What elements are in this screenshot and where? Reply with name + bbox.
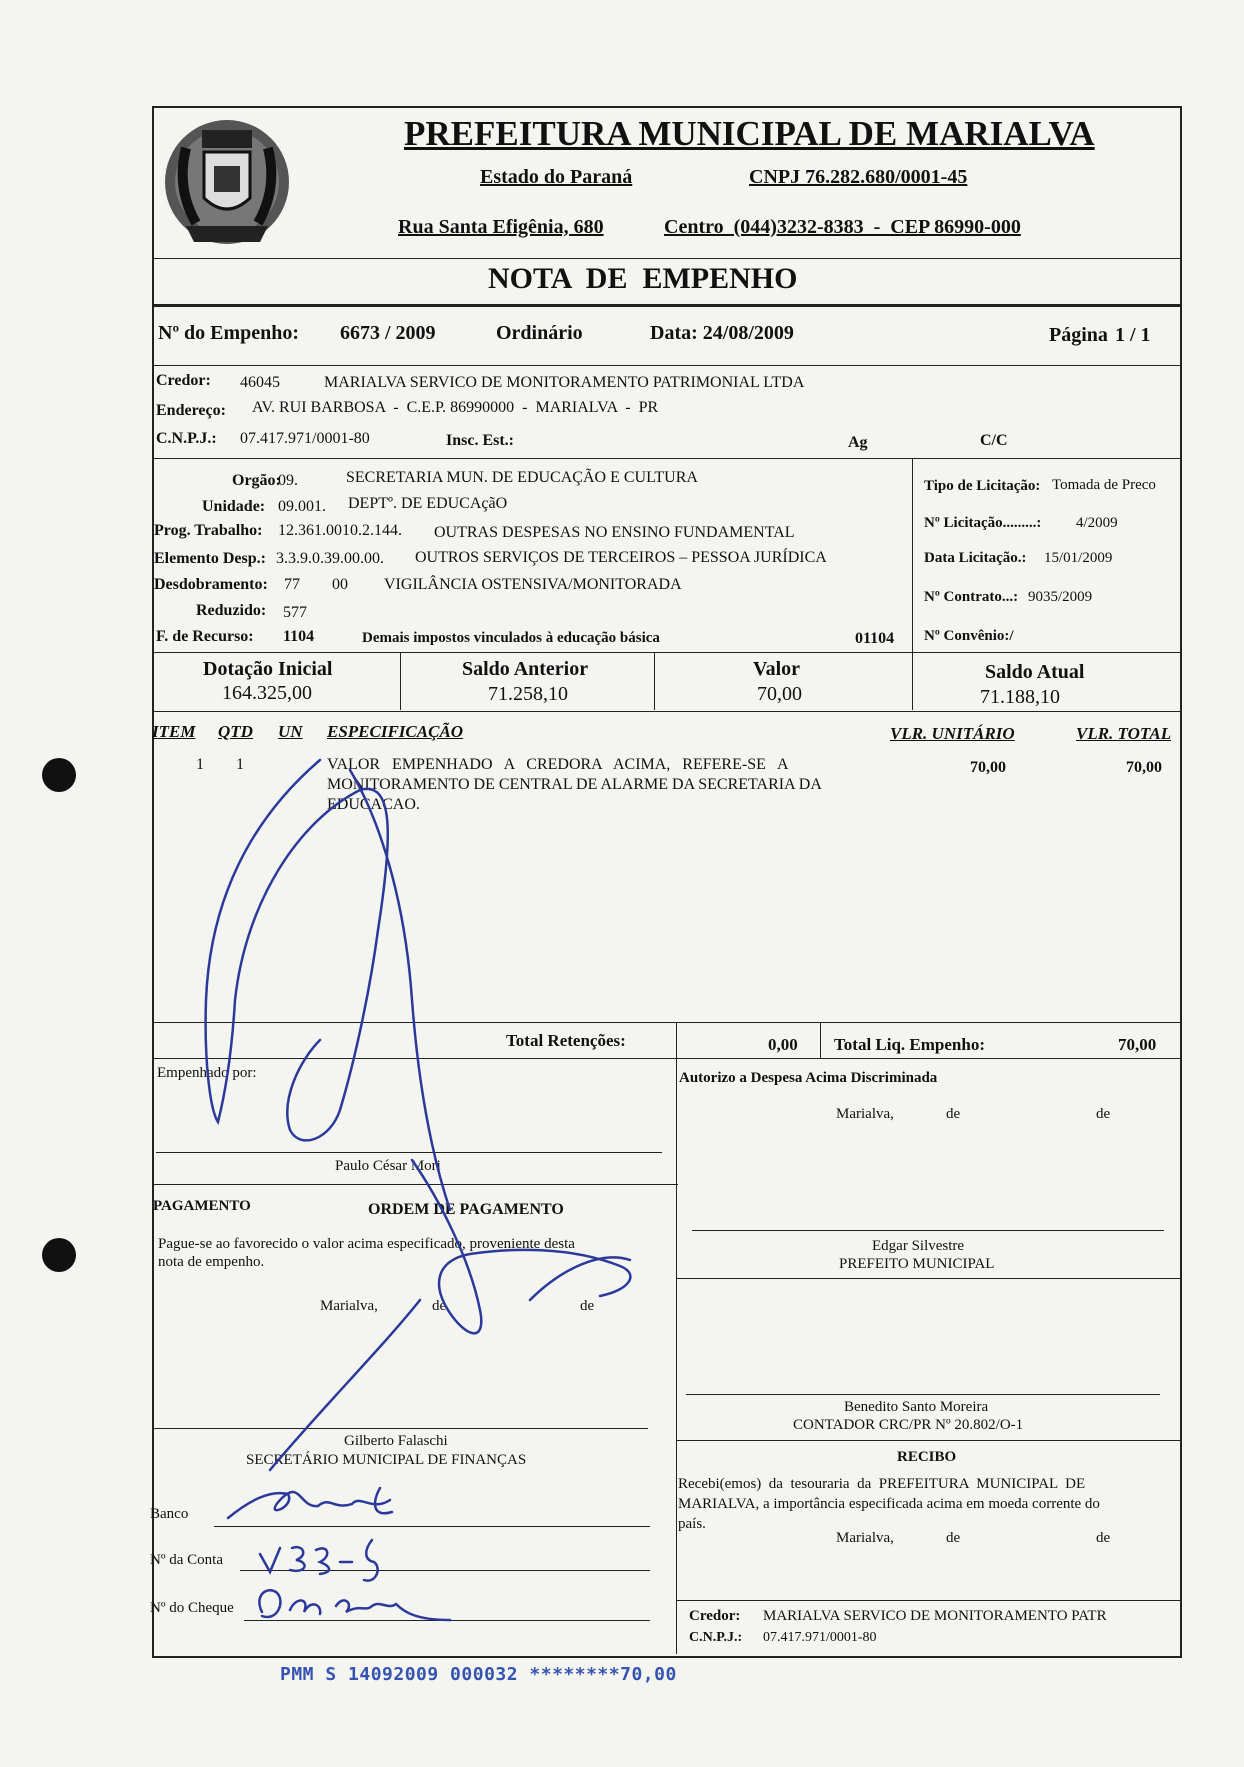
contador-name: Benedito Santo Moreira: [844, 1399, 989, 1415]
total-retencoes-value: 0,00: [768, 1035, 798, 1054]
prog-name: OUTRAS DESPESAS NO ENSINO FUNDAMENTAL: [434, 524, 795, 541]
credor-address: AV. RUI BARBOSA - C.E.P. 86990000 - MARIALVA - PR: [252, 399, 659, 416]
desdobramento-label: Desdobramento:: [154, 576, 268, 593]
recibo-label: RECIBO: [897, 1449, 957, 1465]
saldo-anterior-label: Saldo Anterior: [462, 658, 589, 680]
autorizo-de1: de: [946, 1106, 961, 1122]
recurso-code: 1104: [283, 628, 315, 645]
licitacao-type: Tomada de Preco: [1052, 477, 1156, 493]
page-number: 1 / 1: [1115, 324, 1151, 346]
credor-label: Credor:: [156, 372, 211, 389]
recibo-line3: país.: [678, 1516, 706, 1532]
recibo-credor-name: MARIALVA SERVICO DE MONITORAMENTO PATR: [763, 1608, 1107, 1624]
col-un: UN: [278, 722, 303, 741]
recurso-label: F. de Recurso:: [156, 628, 254, 645]
credor-code: 46045: [240, 374, 280, 391]
item-qtd: 1: [236, 756, 244, 773]
credor-name: MARIALVA SERVICO DE MONITORAMENTO PATRIMONIAL LTDA: [324, 374, 805, 391]
empenho-type: Ordinário: [496, 322, 583, 344]
dotacao-inicial-label: Dotação Inicial: [203, 658, 333, 680]
elemento-name: OUTROS SERVIÇOS DE TERCEIROS – PESSOA JURÍDICA: [415, 549, 827, 566]
unidade-name: DEPTº. DE EDUCAçãO: [348, 495, 508, 512]
payment-stamp: PMM S 14092009 000032 ********70,00: [280, 1664, 677, 1685]
pague-line2: nota de empenho.: [158, 1254, 265, 1270]
state-label: Estado do Paraná: [480, 166, 633, 188]
reduzido-label: Reduzido:: [196, 602, 267, 619]
pagamento-de2: de: [580, 1298, 595, 1314]
licitacao-number-label: Nº Licitação.........:: [924, 515, 1042, 531]
total-liquido-value: 70,00: [1118, 1035, 1157, 1054]
col-qtd: QTD: [218, 722, 253, 741]
elemento-code: 3.3.9.0.39.00.00.: [276, 550, 384, 567]
desdobramento-name: VIGILÂNCIA OSTENSIVA/MONITORADA: [384, 576, 682, 593]
total-liquido-label: Total Liq. Empenho:: [834, 1035, 985, 1054]
elemento-label: Elemento Desp.:: [154, 550, 266, 567]
prog-code: 12.361.0010.2.144.: [278, 522, 402, 539]
autorizo-label: Autorizo a Despesa Acima Discriminada: [679, 1070, 938, 1086]
financas-title: SECRETÁRIO MUNICIPAL DE FINANÇAS: [246, 1452, 527, 1468]
orgao-name: SECRETARIA MUN. DE EDUCAÇÃO E CULTURA: [346, 469, 698, 486]
autorizo-place: Marialva,: [836, 1106, 894, 1122]
empenhado-label: Empenhado por:: [157, 1065, 257, 1081]
saldo-atual-label: Saldo Atual: [985, 661, 1085, 683]
conta-label: Nº da Conta: [150, 1552, 223, 1568]
reduzido-value: 577: [283, 604, 307, 621]
cnpj-label: C.N.P.J.:: [156, 430, 217, 447]
pague-line1: Pague-se ao favorecido o valor acima especificado, proveniente desta: [158, 1236, 575, 1252]
cc-label: C/C: [980, 432, 1008, 449]
desdobramento-code: 77: [284, 576, 300, 593]
insc-label: Insc. Est.:: [446, 432, 515, 449]
item-number: 1: [196, 756, 204, 773]
prefeitura-title: PREFEITURA MUNICIPAL DE MARIALVA: [404, 114, 1095, 153]
banco-label: Banco: [150, 1506, 189, 1522]
pagamento-de1: de: [432, 1298, 447, 1314]
licitacao-type-label: Tipo de Licitação:: [924, 478, 1041, 494]
unidade-label: Unidade:: [202, 498, 266, 515]
licitacao-date-label: Data Licitação.:: [924, 550, 1027, 566]
recibo-cnpj-label: C.N.P.J.:: [689, 1630, 743, 1645]
cheque-label: Nº do Cheque: [150, 1600, 234, 1616]
financas-name: Gilberto Falaschi: [344, 1433, 448, 1449]
recibo-line2: MARIALVA, a importância especificada acima em moeda corrente do: [678, 1496, 1100, 1512]
valor-label: Valor: [753, 658, 801, 680]
item-unit-value: 70,00: [970, 759, 1006, 776]
item-spec-line3: EDUCACAO.: [327, 796, 420, 813]
orgao-code: 09.: [278, 472, 298, 489]
pagamento-place: Marialva,: [320, 1298, 378, 1314]
prefeitura-cnpj: CNPJ 76.282.680/0001-45: [749, 166, 968, 188]
desdobramento-sub: 00: [332, 576, 348, 593]
licitacao-number: 4/2009: [1076, 515, 1118, 531]
recibo-line1: Recebi(emos) da tesouraria da PREFEITURA MUNICIPAL DE: [678, 1476, 1086, 1492]
item-spec-line2: MONITORAMENTO DE CENTRAL DE ALARME DA SECRETARIA DA: [327, 776, 822, 793]
recibo-de2: de: [1096, 1530, 1111, 1546]
ordem-pagamento-label: ORDEM DE PAGAMENTO: [368, 1201, 564, 1218]
unidade-code: 09.001.: [278, 498, 326, 515]
pagamento-label: PAGAMENTO: [153, 1198, 251, 1214]
page-label: Página: [1049, 324, 1108, 346]
saldo-anterior-value: 71.258,10: [488, 683, 568, 705]
item-total-value: 70,00: [1126, 759, 1162, 776]
orgao-label: Orgão:: [232, 472, 281, 489]
contador-title: CONTADOR CRC/PR Nº 20.802/O-1: [793, 1417, 1024, 1433]
empenhado-name: Paulo César Mori: [335, 1158, 441, 1174]
col-unit-value: VLR. UNITÁRIO: [890, 724, 1015, 743]
licitacao-date: 15/01/2009: [1044, 550, 1113, 566]
recurso-name: Demais impostos vinculados à educação básica: [362, 630, 660, 646]
prefeitura-address: Rua Santa Efigênia, 680: [398, 216, 604, 238]
empenho-number: 6673 / 2009: [340, 322, 436, 344]
empenho-date: Data: 24/08/2009: [650, 322, 794, 344]
col-item: ITEM: [152, 722, 196, 741]
recibo-de1: de: [946, 1530, 961, 1546]
recibo-cnpj: 07.417.971/0001-80: [763, 1630, 877, 1645]
autorizo-de2: de: [1096, 1106, 1111, 1122]
prefeitura-phone-cep: Centro (044)3232-8383 - CEP 86990-000: [664, 216, 1021, 238]
ag-label: Ag: [848, 434, 868, 451]
convenio-label: Nº Convênio:/: [924, 628, 1014, 644]
col-spec: ESPECIFICAÇÃO: [327, 722, 464, 741]
total-retencoes-label: Total Retenções:: [506, 1031, 626, 1050]
prog-label: Prog. Trabalho:: [154, 522, 263, 539]
prefeito-name: Edgar Silvestre: [872, 1238, 965, 1254]
empenho-number-label: Nº do Empenho:: [158, 322, 300, 344]
contrato-number: 9035/2009: [1028, 589, 1093, 605]
item-spec-line1: VALOR EMPENHADO A CREDORA ACIMA, REFERE-SE A: [327, 756, 789, 773]
contrato-label: Nº Contrato...:: [924, 589, 1019, 605]
prefeito-title: PREFEITO MUNICIPAL: [839, 1256, 995, 1272]
saldo-atual-value: 71.188,10: [980, 686, 1060, 708]
recurso-ref: 01104: [855, 630, 895, 647]
document-title: NOTA DE EMPENHO: [488, 262, 798, 295]
address-label: Endereço:: [156, 402, 226, 419]
recibo-place: Marialva,: [836, 1530, 894, 1546]
valor-value: 70,00: [757, 683, 802, 705]
col-total-value: VLR. TOTAL: [1076, 724, 1172, 743]
recibo-credor-label: Credor:: [689, 1608, 741, 1624]
dotacao-inicial-value: 164.325,00: [222, 682, 312, 704]
credor-cnpj: 07.417.971/0001-80: [240, 430, 370, 447]
